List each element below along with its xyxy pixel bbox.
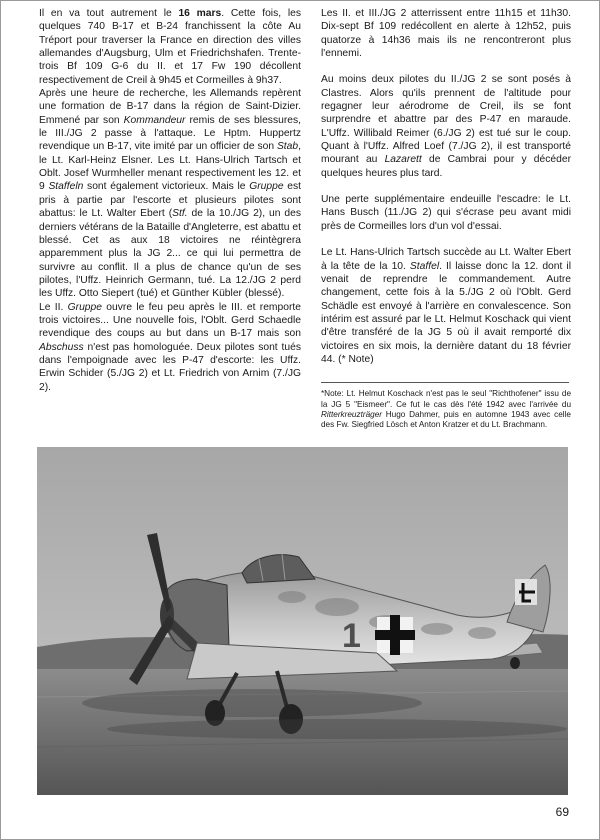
paragraph-gap [321,233,571,246]
page-number: 69 [555,805,569,819]
text-run: est pris à partie par l'escorte et plusieurs pilotes sont abattus: le Lt. Walter Ebert ( [39,181,301,220]
fuselage-cross-marking [375,615,415,655]
italic-term: Gruppe [67,301,102,313]
fw190-photo-illustration [37,447,568,795]
text-run: Le Lt. Hans-Ulrich Tartsch succède au Lt. Walter Ebert à la tête de la 10. [321,247,571,272]
text-run: Au moins deux pilotes du II./JG 2 se sont posés à Clastres. Alors qu'ils prennent de l'altitude pour regagner leur aérodrome de Creil, ils se font surprendre et abattre par des P-47 en maraude. L'Uffz. Willibald Reimer (6./JG 2) est tué sur le coup. Quant à l'Uffz. Alfred Loef (7./JG 2), il est transporté mourant au [321,74,571,166]
left-column [39,7,301,394]
paragraph-16-mars [39,7,301,87]
italic-term: Kommandeur [123,114,186,126]
text-run: . Il laisse donc la 12. dont il venait de reprendre le commandement. Autre changement, cette fois à la 5./JG 2 où l'Oblt. Gerd Schädle est envoyé à l'arrière en convalescence. Son intérim est assuré par le Lt. Helmut Koschack qui vient d'être transféré de la JG 5 où il avait remporté dix victoires en six mois, la dernière datant du 18 février 44. (* Note) [321,260,571,365]
italic-term: Stab [276,141,299,153]
italic-term: Abschuss [39,341,84,353]
italic-term: Gruppe [249,181,284,193]
paragraph-busch: Une perte supplémentaire endeuille l'escadre: le Lt. Hans Busch (11./JG 2) qui s'écrase peu avant midi près de Cormeilles lors d'un vol d'essai. [321,194,571,232]
right-column [321,7,571,430]
fuselage-number: 1 [342,617,361,655]
italic-term: Stf. [172,208,188,220]
text-run: Après une heure de recherche, les Allemands repèrent une formation de B-17 dans la région de Saint-Dizier. Emmené par son [39,88,301,126]
text-run: ouvre le feu peu après le III. et remporte trois victoires... Une nouvelle fois, l'Oblt. Gerd Schaedle revendique des coups au but dans un B-17 mais son [39,301,301,340]
aircraft-photo [37,447,568,795]
text-run: *Note: Lt. Helmut Koschack n'est pas le seul "Richthofener" issu de la JG 5 "Eismeer". Ce fut le cas dès l'été 1942 avec l'arrivée du [321,389,571,409]
italic-term: Staffeln [48,181,84,193]
text-run: Le II. [39,301,68,313]
text-run: remis de ses blessures, le III./JG 2 passe à l'attaque. Le Hptm. Huppertz revendique un B-17, vite imité par un officier de son [39,114,301,153]
paragraph-gap [321,180,571,193]
paragraph-attack [39,87,301,301]
text-run: Il en va tout autrement le [39,8,179,19]
date-16-mars: 16 mars [178,8,222,19]
note-spacer [321,366,571,382]
paragraph-clastres [321,73,571,180]
text-run: Hugo Dahmer, puis en automne 1943 avec celle des Fw. Siegfried Lösch et Anton Kratzer et du Lt. Brachmann. [321,409,571,430]
footnote-rule [321,382,569,383]
text-run: n'est pas homologuée. Deux pilotes sont tués dans l'empoignade avec les P-47 d'escorte: les Uffz. Erwin Schider (5./JG 2) et Lt. Friedrich von Arnim (7./JG 2). [39,341,301,393]
paragraph-landing: Les II. et III./JG 2 atterrissent entre 11h15 et 11h30. Dix-sept Bf 109 redécollent en alerte à 12h52, puis quatorze à 14h36 mais ils ne rencontreront plus l'ennemi. [321,8,571,60]
text-run: de la 10./JG 2), un des derniers vétérans de la Bataille d'Angleterre, est abattu et blessé. Cet as aux 18 victoires ne réintègrera apparemment plus la JG 2... ce qui lui permettra de survivre au conflit. Il a plus de chance qu'un de ses pilotes, l'Uffz. Heinrich Germann, tué. La 12./JG 2 perd les Uffz. Otto Siepert (tué) et Günther Kübler (blessé). [39,208,301,300]
paragraph-tartsch [321,246,571,366]
footnote [321,389,571,430]
text-run: de Cambrai pour y décéder quelques heures plus tard. [321,154,571,179]
text-run: . Cette fois, les quelques 740 B-17 et B-24 franchissent la côte Au Tréport pour traverser la France en direction des villes allemandes d'Augsburg, Ulm et Friedrichshafen. Trente-trois Bf 109 G-6 du II. et 17 Fw 190 décollent respectivement de Creil à 9h45 et Cormeilles à 9h37. [39,8,301,86]
italic-term: Staffel [409,260,440,272]
italic-term: Lazarett [384,154,422,166]
italic-term: Ritterkreuzträger [321,409,382,419]
text-run: sont également victorieux. Mais le [83,181,250,193]
paragraph-ii-gruppe [39,301,301,394]
text-run: , le Lt. Karl-Heinz Elsner. Les Lt. Hans-Ulrich Tartsch et Oblt. Josef Wurmheller menant respectivement les 12. et 9 [39,141,301,193]
paragraph-gap [321,60,571,73]
